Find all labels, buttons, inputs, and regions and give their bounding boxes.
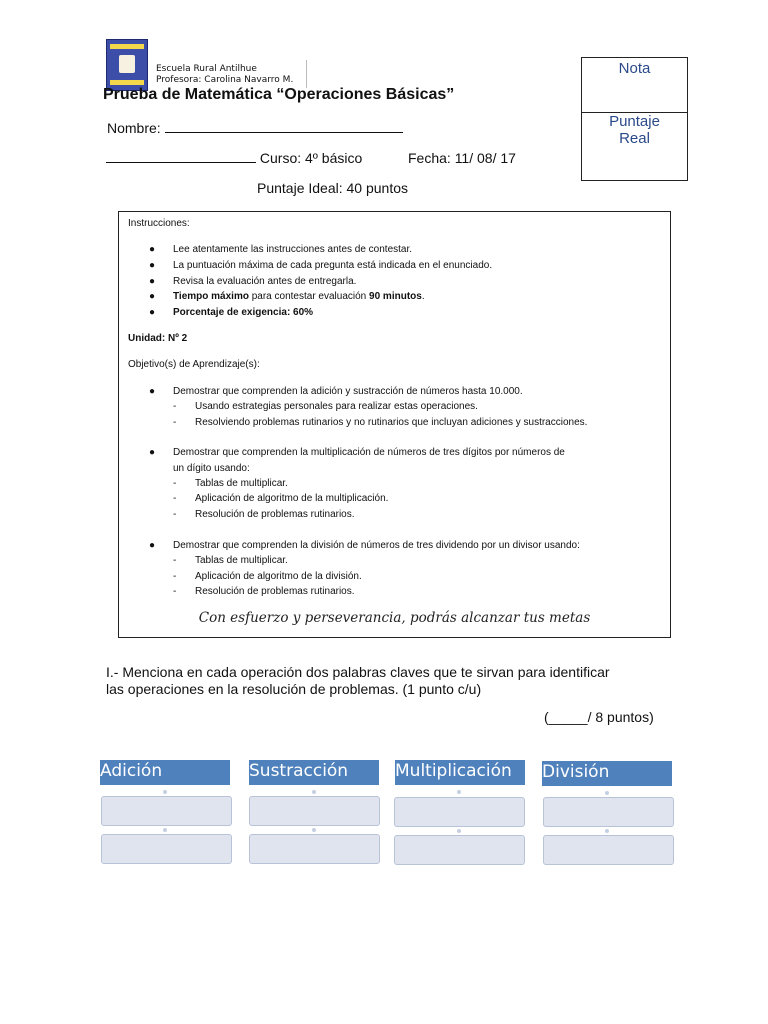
puntaje-ideal: Puntaje Ideal: 40 puntos (257, 180, 409, 196)
puntaje-label: Puntaje (609, 113, 660, 130)
answer-box[interactable] (101, 796, 232, 826)
time-mid: para contestar evaluación (248, 291, 370, 302)
op-header-multiplicacion: Multiplicación (395, 760, 525, 785)
question-1-line2: las operaciones en la resolución de problemas. (1 punto c/u) (106, 681, 482, 697)
instruction-item: Revisa la evaluación antes de entregarla. (173, 276, 357, 287)
question-1-points: (_____/ 8 puntos) (544, 709, 654, 725)
puntaje-real-label (582, 113, 687, 147)
motto: Con esfuerzo y perseverancia, podrás alcanzar tus metas (198, 610, 591, 626)
answer-box[interactable] (543, 797, 674, 827)
question-1 (106, 664, 666, 698)
instruction-item: La puntuación máxima de cada pregunta está indicada en el enunciado. (173, 260, 493, 271)
bullet: ● (149, 291, 156, 302)
answer-box[interactable] (394, 835, 525, 865)
connector-dot (457, 790, 461, 794)
objective-1-sub: Usando estrategias personales para realizar estas operaciones. (195, 401, 478, 412)
objective-2-sub: Resolución de problemas rutinarios. (195, 509, 355, 520)
op-header-sustraccion: Sustracción (249, 760, 379, 785)
nombre-row (107, 120, 403, 136)
op-header-division: División (542, 761, 672, 786)
objective-3-sub: Tablas de multiplicar. (195, 555, 288, 566)
objective-2-line2: un dígito usando: (173, 463, 250, 474)
dash: - (173, 401, 177, 412)
objective-2-sub: Aplicación de algoritmo de la multiplicación. (195, 493, 389, 504)
school-logo (106, 39, 148, 91)
dash: - (173, 571, 177, 582)
question-1-line1: I.- Menciona en cada operación dos palabras claves que te sirvan para identificar (106, 664, 610, 680)
instructions-box (118, 211, 671, 638)
unidad: Unidad: Nº 2 (128, 333, 188, 344)
instructions-heading: Instrucciones: (128, 218, 190, 229)
bullet: ● (149, 276, 156, 287)
objective-2-sub: Tablas de multiplicar. (195, 478, 288, 489)
school-info (156, 64, 293, 86)
page-title: Prueba de Matemática “Operaciones Básicas” (103, 86, 455, 103)
instruction-item-time (173, 289, 425, 305)
dash: - (173, 478, 177, 489)
time-bold: Tiempo máximo (173, 291, 249, 302)
nombre-label: Nombre: (107, 120, 161, 136)
nombre-field[interactable] (165, 131, 403, 133)
objetivos-heading: Objetivo(s) de Aprendizaje(s): (128, 359, 260, 370)
connector-dot (605, 791, 609, 795)
objective-1-sub: Resolviendo problemas rutinarios y no rutinarios que incluyan adiciones y sustracciones. (195, 417, 588, 428)
objective-3-sub: Aplicación de algoritmo de la división. (195, 571, 362, 582)
time-value: 90 minutos (369, 291, 422, 302)
dash: - (173, 555, 177, 566)
connector-dot (163, 828, 167, 832)
bullet: ● (149, 386, 156, 397)
time-end: . (421, 291, 425, 302)
connector-dot (457, 829, 461, 833)
school-name: Escuela Rural Antilhue (156, 64, 257, 74)
bullet: ● (149, 540, 156, 551)
nota-label: Nota (618, 60, 651, 77)
answer-box[interactable] (249, 796, 380, 826)
dash: - (173, 509, 177, 520)
fecha-label: Fecha: 11/ 08/ 17 (408, 150, 516, 166)
connector-dot (312, 828, 316, 832)
answer-box[interactable] (249, 834, 380, 864)
score-box (581, 57, 688, 181)
teacher-name: Profesora: Carolina Navarro M. (156, 75, 294, 85)
real-label: Real (619, 130, 650, 147)
connector-dot (605, 829, 609, 833)
answer-box[interactable] (101, 834, 232, 864)
answer-box[interactable] (394, 797, 525, 827)
connector-dot (163, 790, 167, 794)
bullet: ● (149, 260, 156, 271)
curso-label: Curso: 4º básico (259, 150, 363, 166)
bullet: ● (149, 307, 156, 318)
op-header-adicion: Adición (100, 760, 230, 785)
extra-name-field[interactable] (106, 161, 256, 163)
instruction-item-exigencia: Porcentaje de exigencia: 60% (173, 307, 314, 318)
answer-box[interactable] (543, 835, 674, 865)
objective-3: Demostrar que comprenden la división de números de tres dividendo por un divisor usando: (173, 540, 580, 551)
header-divider (306, 60, 307, 88)
curso-row (106, 150, 362, 166)
dash: - (173, 493, 177, 504)
objective-3-sub: Resolución de problemas rutinarios. (195, 586, 355, 597)
connector-dot (312, 790, 316, 794)
bullet: ● (149, 447, 156, 458)
objective-2-line1: Demostrar que comprenden la multiplicación de números de tres dígitos por números de (173, 447, 565, 458)
dash: - (173, 417, 177, 428)
instruction-item: Lee atentamente las instrucciones antes de contestar. (173, 244, 413, 255)
dash: - (173, 586, 177, 597)
objective-1: Demostrar que comprenden la adición y sustracción de números hasta 10.000. (173, 386, 523, 397)
bullet: ● (149, 244, 156, 255)
